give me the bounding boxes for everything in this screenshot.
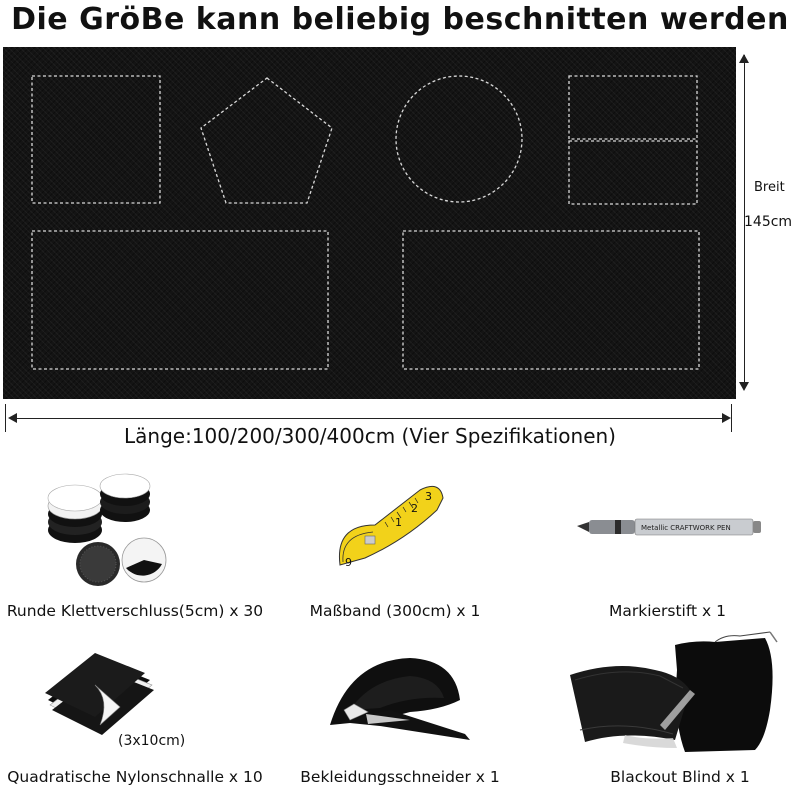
nylon-straps-image — [40, 645, 160, 740]
width-label: Breit — [754, 180, 785, 195]
svg-text:2: 2 — [411, 502, 418, 515]
item-caption-velcro: Runde Klettverschluss(5cm) x 30 — [6, 602, 264, 620]
svg-text:3: 3 — [425, 490, 432, 503]
arrow-down-icon — [739, 382, 749, 391]
blackout-blind-image — [565, 630, 790, 755]
arrow-right-icon — [722, 413, 731, 423]
item-caption-nylon-buckle: Quadratische Nylonschnalle x 10 — [7, 768, 263, 786]
length-label: Länge:100/200/300/400cm (Vier Spezifikationen) — [124, 424, 616, 448]
square-cut-shape — [32, 76, 160, 203]
large-rect-right-cut-shape — [403, 231, 699, 369]
width-value: 145cm — [744, 214, 793, 230]
svg-text:1: 1 — [395, 516, 402, 529]
page-title: Die GröBe kann beliebig beschnitten werden — [11, 2, 789, 37]
small-rect-top-cut-shape — [569, 76, 697, 139]
fabric-cutter-image — [320, 650, 480, 750]
svg-text:Metallic CRAFTWORK PEN: Metallic CRAFTWORK PEN — [641, 524, 731, 532]
large-rect-left-cut-shape — [32, 231, 328, 369]
velcro-dots-image — [40, 468, 170, 588]
item-caption-marker: Markierstift x 1 — [608, 602, 727, 620]
pentagon-cut-shape — [201, 78, 332, 203]
length-tick-right — [731, 404, 732, 432]
tape-measure-image — [325, 470, 455, 585]
item-note-nylon-size: (3x10cm) — [118, 733, 186, 749]
marker-pen-image — [575, 512, 765, 542]
length-dimension-line — [10, 418, 728, 419]
circle-cut-shape — [396, 76, 522, 202]
small-rect-bottom-cut-shape — [569, 141, 697, 204]
item-caption-cutter: Bekleidungsschneider x 1 — [300, 768, 500, 786]
blackout-fabric-panel — [3, 47, 736, 399]
length-tick-left — [5, 404, 6, 432]
cut-shapes-overlay — [3, 47, 736, 399]
svg-text:9: 9 — [345, 556, 352, 569]
item-caption-blackout-blind: Blackout Blind x 1 — [610, 768, 750, 786]
item-caption-tape-measure: Maßband (300cm) x 1 — [309, 602, 481, 620]
